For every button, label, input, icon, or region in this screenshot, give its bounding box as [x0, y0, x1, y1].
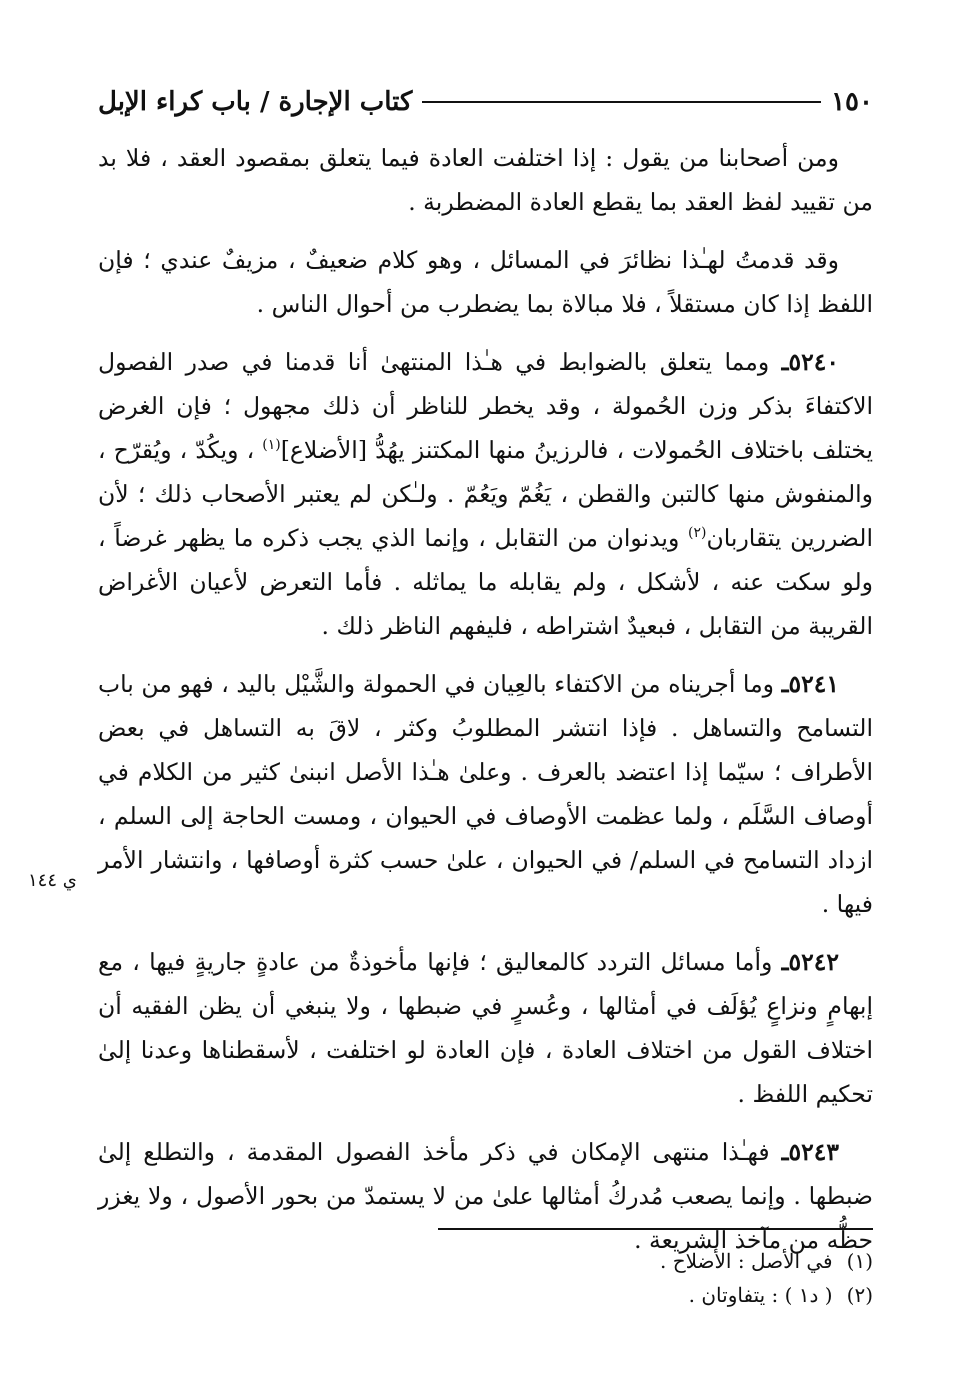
- footnote-text: في الأصل : الأضلاح .: [659, 1249, 833, 1273]
- footnote-ref-1[interactable]: (١): [262, 437, 281, 454]
- paragraph-text: وقد قدمتُ لهـٰذا نظائرَ في المسائل ، وهو كلام ضعيفٌ ، مزيفٌ عندي ؛ فإن اللفظ إذا كان مستقلاً ، فلا مبالاة بما يضطرب من أحوال الناس .: [98, 246, 873, 318]
- paragraph-5240: [98, 340, 873, 648]
- paragraph-5241: [98, 662, 873, 926]
- paragraph: [98, 238, 873, 326]
- footnote-2: [98, 1278, 873, 1312]
- header-rule: [422, 101, 821, 103]
- paragraph-number: ٥٢٤٠ـ: [781, 348, 839, 376]
- paragraph-number: ٥٢٤٣ـ: [781, 1138, 839, 1166]
- footnote-number: (٢): [846, 1283, 873, 1307]
- footnote-text: ( د١ ) : يتفاوتان .: [688, 1283, 833, 1307]
- body-text: [98, 136, 873, 1276]
- paragraph-number: ٥٢٤١ـ: [781, 670, 839, 698]
- running-title: كتاب الإجارة / باب كراء الإبل: [98, 87, 413, 117]
- paragraph: [98, 136, 873, 224]
- footnote-rule: [438, 1228, 873, 1230]
- footnote-number: (١): [846, 1249, 873, 1273]
- page-header: [98, 82, 873, 122]
- paragraph-text: فهـٰذا منتهى الإمكان في ذكر مأخذ الفصول المقدمة ، والتطلع إلىٰ ضبطها . وإنما يصعب مُدركُ أمثالها علىٰ من لا يستمدّ من بحور الأصول ، ولا يغزر حظُّه من مآخذ الشريعة .: [98, 1138, 873, 1254]
- page-number: ١٥٠: [831, 87, 873, 117]
- paragraph-text: ، ويكُدّ ، ويُقرّح ، والمنفوش منها كالتبن والقطن ، يَغُمّ ويَعُمّ . ولـٰكن لم يعتبر الأصحاب ذلك ؛ لأن الضررين يتقاربان: [98, 436, 873, 552]
- footnote-ref-2[interactable]: (٢): [688, 525, 707, 542]
- paragraph-5242: [98, 940, 873, 1116]
- paragraph-5243: [98, 1130, 873, 1262]
- paragraph-text: وما أجريناه من الاكتفاء بالعِيان في الحمولة والشَّيْل باليد ، فهو من باب التسامح والتساهل . فإذا انتشر المطلوبُ وكثر ، لاقَ به التساهل في بعض الأطراف ؛ سيّما إذا اعتضد بالعرف . وعلىٰ هـٰذا الأصل انبنىٰ كثير من الكلام في أوصاف السَّلَم ، ولما عظمت الأوصاف في الحيوان ، ومست الحاجة إلى السلم ، ازداد التسامح في السلم/ في الحيوان ، علىٰ حسب كثرة أوصافها ، وانتشار الأمر فيها .: [98, 670, 873, 918]
- paragraph-text: وأما مسائل التردد كالمعاليق ؛ فإنها مأخوذةٌ من عادةٍ جاريةٍ فيها ، مع إبهامٍ ونزاعٍ يُؤلَف في أمثالها ، وعُسرٍ في ضبطها ، ولا ينبغي أن يظن الفقيه أن اختلاف القول من اختلاف العادة ، فإن العادة لو اختلفت ، لأسقطناها وعدنا إلىٰ تحكيم اللفظ .: [98, 948, 873, 1108]
- footnote-1: [98, 1244, 873, 1278]
- margin-manuscript-reference: ي ١٤٤: [28, 870, 77, 891]
- paragraph-text: ويدنوان من التقابل ، وإنما الذي يجب ذكره ما يظهر غرضاً ، ولو سكت عنه ، لأشكل ، ولم يقابله ما يماثله . فأما التعرض لأعيان الأغراض القريبة من التقابل ، فبعيدٌ اشتراطه ، فليفهم الناظر ذلك .: [98, 524, 873, 640]
- footnotes: [98, 1244, 873, 1312]
- paragraph-number: ٥٢٤٢ـ: [781, 948, 839, 976]
- paragraph-text: ومن أصحابنا من يقول : إذا اختلفت العادة فيما يتعلق بمقصود العقد ، فلا بد من تقييد لفظ العقد بما يقطع العادة المضطربة .: [98, 144, 873, 216]
- paragraph-text: ومما يتعلق بالضوابط في هـٰذا المنتهىٰ أنا قدمنا في صدر الفصول الاكتفاءَ بذكر وزن الحُمولة ، وقد يخطر للناظر أن ذلك مجهول ؛ فإن الغرض يختلف باختلاف الحُمولات ، فالرزينُ منها المكتنز يهُدُّ [الأضلاع]: [98, 348, 873, 464]
